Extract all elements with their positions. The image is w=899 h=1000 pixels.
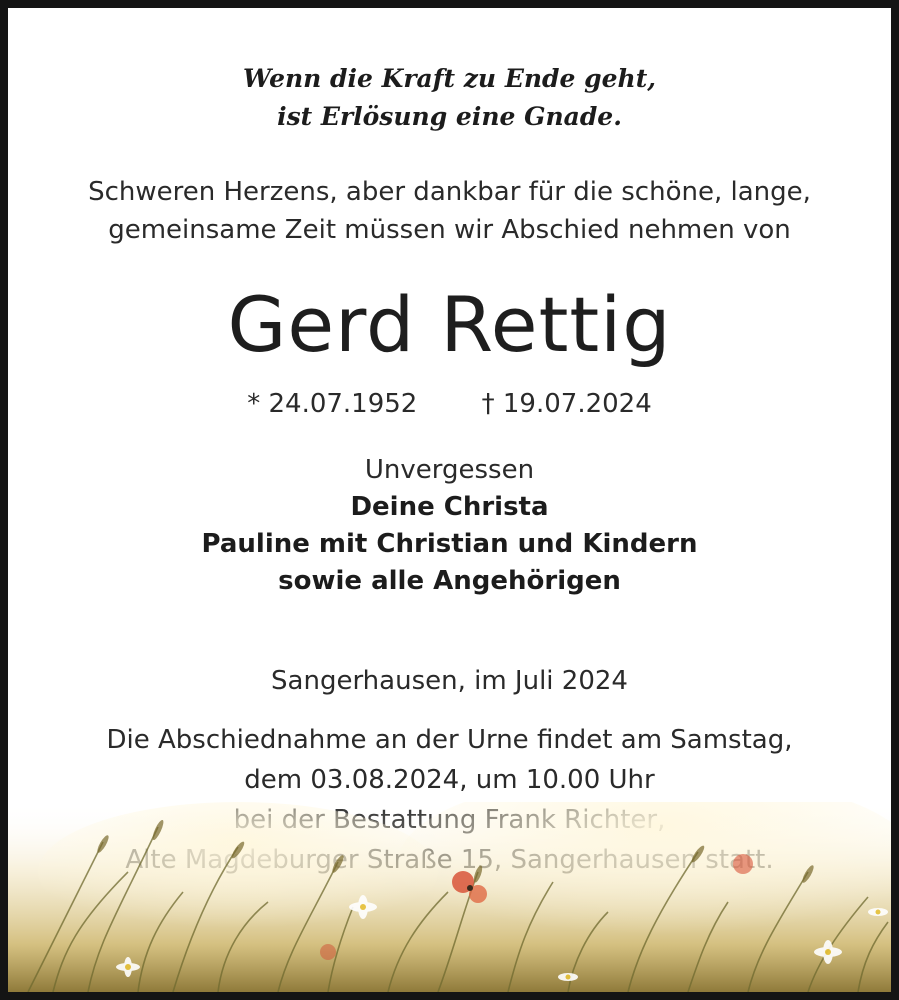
ceremony-line: Die Abschiednahme an der Urne findet am Samstag, xyxy=(106,725,793,755)
mourner-line: sowie alle Angehörigen xyxy=(278,566,621,596)
ceremony-line: dem 03.08.2024, um 10.00 Uhr xyxy=(244,765,655,795)
deceased-name: Gerd Rettig xyxy=(227,280,672,369)
intro-line-1: Schweren Herzens, aber dankbar für die schöne, lange, xyxy=(88,177,811,207)
meadow-flowers-illustration xyxy=(8,802,891,992)
intro-text xyxy=(8,173,891,249)
mourner-line: Pauline mit Christian und Kindern xyxy=(201,529,698,559)
mourners xyxy=(8,452,891,600)
motto-line-1: Wenn die Kraft zu Ende geht, xyxy=(243,64,656,93)
place-and-date: Sangerhausen, im Juli 2024 xyxy=(271,666,628,696)
mourner-line: Deine Christa xyxy=(350,492,549,522)
birth-date: * 24.07.1952 xyxy=(247,389,418,419)
mourners-label: Unvergessen xyxy=(364,455,535,485)
life-dates xyxy=(8,384,891,424)
motto-line-2: ist Erlösung eine Gnade. xyxy=(277,102,622,131)
motto xyxy=(8,60,891,136)
death-date: † 19.07.2024 xyxy=(481,389,652,419)
intro-line-2: gemeinsame Zeit müssen wir Abschied nehmen von xyxy=(108,215,791,245)
